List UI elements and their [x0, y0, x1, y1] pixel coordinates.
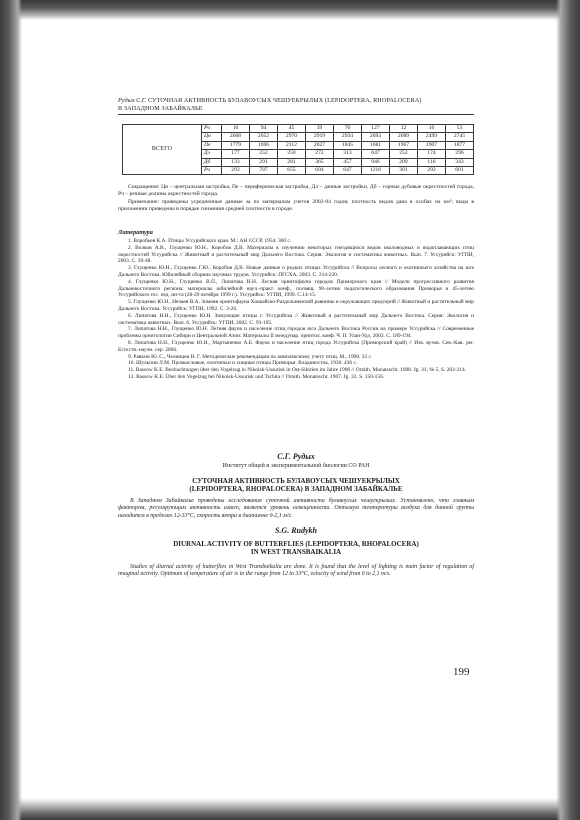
- title-en: [118, 540, 474, 557]
- table-cell: 2608: [222, 133, 250, 141]
- table-cell: 94: [250, 125, 278, 133]
- table-cell: 116: [418, 158, 446, 166]
- title-ru-line1: СУТОЧНАЯ АКТИВНОСТЬ БУЛАВОУСЫХ ЧЕШУЕКРЫЛЫХ: [192, 477, 400, 485]
- table-cell: 39: [306, 125, 334, 133]
- table-row-label: Пе: [202, 141, 222, 149]
- table-row-label: Рч: [202, 167, 222, 175]
- table-cell: 313: [334, 150, 362, 158]
- table-cell: 647: [362, 150, 390, 158]
- reference-item: 2. Волков А.В., Глущенко Ю.Н., Коробов Д.В. Материалы к изучению некоторых гнездящихся видов околоводных и водоплавающих птиц окрестностей Уссурийска // Животный и растительный мир Дальнего Востока. Серия: Экология и систематика животных. Вып. 7. Уссурийск: УГПИ, 2003. С. 39-48.: [118, 244, 474, 265]
- reference-list: [118, 238, 474, 381]
- reference-item: 11. Rassow K.E. Beobachtungen über den Vogelzug in Nikolsk-Ussurisk in Ost-Sibirien im Jahre 1906 // Ornith. Monatsschr. 1908. Jg. 31, № 5. S. 202-214.: [128, 367, 467, 374]
- running-head-title: СУТОЧНАЯ АКТИВНОСТЬ БУЛАВОУСЫХ ЧЕШУЕКРЫЛЫХ (LEPIDOPTERA, RHOPALOCERA): [147, 97, 422, 104]
- reference-item: 3. Глущенко Ю.Н., Глущенко Г.Ю., Коробов Д.В. Новые данные о редких птицах Уссурийска // Вопросы лесного и охотничьего хозяйства на юге Дальнего Востока. Юбилейный сборник научных трудов. Уссурийск: ПГСХА, 2003. С. 214-220.: [118, 265, 474, 278]
- reference-item: 7. Липатова Н.Н., Глущенко Ю.Н. Летняя фауна и население птиц городов юга Дальнего Востока России на примере Уссурийска // Современные проблемы орнитологии Сибири и Центральной Азии: Материалы II междунар. орнитол. конф. Ч. II. Улан-Удэ, 2003. С. 189-194.: [118, 326, 474, 340]
- scan-edge-left: [0, 0, 22, 820]
- reference-item: 10. Шульпин Л.М. Промысловые, охотничьи и хищные птицы Приморья. Владивосток, 1936. 436 с.: [128, 360, 358, 367]
- title-en-line2: IN WEST TRANSBAIKALIA: [250, 548, 342, 557]
- table-cell: 1779: [222, 141, 250, 149]
- author-en: S.G. Rudykh: [274, 526, 317, 535]
- institution: Институт общей и экспериментальной биологии СО РАН: [222, 463, 370, 469]
- reference-item: 6. Липатова Н.Н., Глущенко Ю.Н. Зимующие птицы г. Уссурийска // Животный и растительный мир Дальнего Востока. Серия: Экология и систематика животных. Вып. 6. Уссурийск: УГПИ, 2002. С. 93-105.: [118, 312, 474, 326]
- reference-item: 12. Rassow K.E. Über den Vogelzug bei Nikolsk-Ussurisk und Tschita // Ornith. Monatsschr. 1907. Jg. 32. S. 150-156.: [128, 373, 385, 380]
- table-cell: 601: [446, 167, 474, 175]
- title-ru: [118, 477, 474, 494]
- table-cell: 647: [334, 167, 362, 175]
- table-cell: 53: [446, 125, 474, 133]
- table-cell: 281: [278, 158, 306, 166]
- running-head: [118, 97, 478, 112]
- table-cell: 272: [306, 150, 334, 158]
- table-cell: 133: [222, 158, 250, 166]
- scan-edge-right: [556, 0, 580, 820]
- abbreviations-note: Сокращения: Цн – центральная застройка, Пе – периферическая застройка, Дл – дачные застройки, Дб – горные дубовые окрестностей города, Рч – речные долины окрестностей города.: [118, 184, 474, 197]
- table-cell: 2689: [390, 133, 418, 141]
- table-cell: 1845: [334, 141, 362, 149]
- table-cell: 946: [362, 158, 390, 166]
- table-group-label: ВСЕГО: [123, 125, 202, 175]
- table-cell: 76: [334, 125, 362, 133]
- table-cell: 1877: [446, 141, 474, 149]
- table-cell: 2934: [334, 133, 362, 141]
- reference-item: 8. Липатова Н.Н., Глущенко Ю.Н., Мартыненко А.Б. Фауна и население птиц города Уссурийска (Приморский край) // Изв. вузов. Сев.-Кав. рег. Естеств.-научн. сер. 2006.: [118, 339, 474, 353]
- table-cell: 12: [390, 125, 418, 133]
- running-head-title-line2: В ЗАПАДНОМ ЗАБАЙКАЛЬЕ: [118, 104, 203, 112]
- table-cell: 293: [222, 167, 250, 175]
- reference-item: 9. Равкин Ю. С., Челинцев Н. Г. Методические рекомендации по комплексному учету птиц. М., 1990. 33 с.: [128, 353, 373, 360]
- density-table: [122, 124, 474, 175]
- table-cell: 2745: [446, 133, 474, 141]
- table-cell: 2112: [278, 141, 306, 149]
- running-head-line1: [118, 97, 478, 105]
- literature-heading: Литература: [118, 229, 153, 236]
- scan-edge-top: [0, 0, 580, 20]
- table-cell: 291: [250, 158, 278, 166]
- table-cell: 16: [222, 125, 250, 133]
- table-row: [123, 125, 474, 133]
- table-cell: 655: [278, 167, 306, 175]
- table-cell: 2970: [278, 133, 306, 141]
- table-cell: 45: [278, 125, 306, 133]
- scan-edge-bottom: [0, 798, 580, 820]
- table-cell: 1696: [250, 141, 278, 149]
- reference-item: 1. Воробьев К.А. Птицы Уссурийского края. М.: АН СССР, 1954. 360 с.: [128, 238, 292, 244]
- table-cell: 365: [306, 158, 334, 166]
- table-cell: 2027: [306, 141, 334, 149]
- table-cell: 252: [390, 150, 418, 158]
- table-cell: 292: [418, 167, 446, 175]
- table-cell: 296: [446, 150, 474, 158]
- running-head-rule: [118, 114, 474, 115]
- remark-note: Примечание: приведены усредненные данные за по материалам учетов 2002-04 годов; плотность видов дана в особях на км²; виды в приложении приведены в порядке снижения средней плотности в городе.: [118, 199, 474, 212]
- running-head-author: Рудых С.Г.: [118, 97, 147, 104]
- table-cell: 252: [250, 150, 278, 158]
- table-cell: 2919: [306, 133, 334, 141]
- table-cell: 694: [306, 167, 334, 175]
- table-cell: 209: [390, 158, 418, 166]
- reference-item: 5. Глущенко Ю.Н., Нечаев В.А. Зимняя орнитофауна Ханкайско-Раздольненской равнины и окружающих предгорий // Животный и растительный мир Дальнего Востока. Уссурийск: УГПИ, 1992. С. 3-26.: [118, 299, 474, 312]
- page-number: 199: [453, 666, 470, 678]
- table-row-label: Дл: [202, 150, 222, 158]
- abstract-ru: В Западном Забайкалье проведены исследования суточной активности булавоусых чешуекрылых. Установлено, что главным фактором, регулирующим активность имаго, является уровень освещенности. Оптимум температуры воздуха для данной группы находится в пределах 12-33°С, скорость ветра в диапазоне 0-2,1 м/с.: [118, 498, 474, 519]
- table-cell: 127: [362, 125, 390, 133]
- title-ru-line2: (LEPIDOPTERA, RHOPALOCERA) В ЗАПАДНОМ ЗАБАЙКАЛЬЕ: [189, 485, 403, 494]
- table-row-label: Дб: [202, 158, 222, 166]
- table-cell: 2499: [418, 133, 446, 141]
- table-cell: 1967: [390, 141, 418, 149]
- table-cell: 1681: [362, 141, 390, 149]
- table-cell: 177: [222, 150, 250, 158]
- table-cell: 16: [418, 125, 446, 133]
- table-cell: 250: [278, 150, 306, 158]
- table-cell: 457: [334, 158, 362, 166]
- title-en-line1: DIURNAL ACTIVITY OF BUTTERFLIES (LEPIDOPTERA, RHOPALOCERA): [173, 540, 419, 548]
- abstract-en: Studies of diurnal activity of butterflies in West Transbaikalia are done. It is found that the level of lighting is main factor of regulation of imaginal activity. Optimum of temperature of air is in the range from 12 to 33°C, velocity of wind from 0 to 2,1 m/s.: [118, 564, 474, 578]
- table-cell: 1907: [418, 141, 446, 149]
- table-cell: 2693: [362, 133, 390, 141]
- table-cell: 174: [418, 150, 446, 158]
- reference-item: 4. Глущенко Ю.Н., Глущенко В.П., Липатова Н.Н. Лесная орнитофауна городов Приморского края // Модели прогрессивного развития Дальневосточного региона: материалы юбилейной науч.-практ. конф., посвящ. 90-летию педагогического образования Приморья и 45-летию Уссурийского гос. пед. ин-та (28-29 октября 1999 г.). Уссурийск: УГПИ, 1999. С.14-15.: [118, 278, 474, 299]
- table-cell: 343: [446, 158, 474, 166]
- table-cell: 787: [250, 167, 278, 175]
- author-ru: С.Г. Рудых: [277, 452, 315, 461]
- table-cell: 2652: [250, 133, 278, 141]
- table-row-label: Рч: [202, 125, 222, 133]
- table-row-label: Цн: [202, 133, 222, 141]
- table-cell: 301: [390, 167, 418, 175]
- table-cell: 1216: [362, 167, 390, 175]
